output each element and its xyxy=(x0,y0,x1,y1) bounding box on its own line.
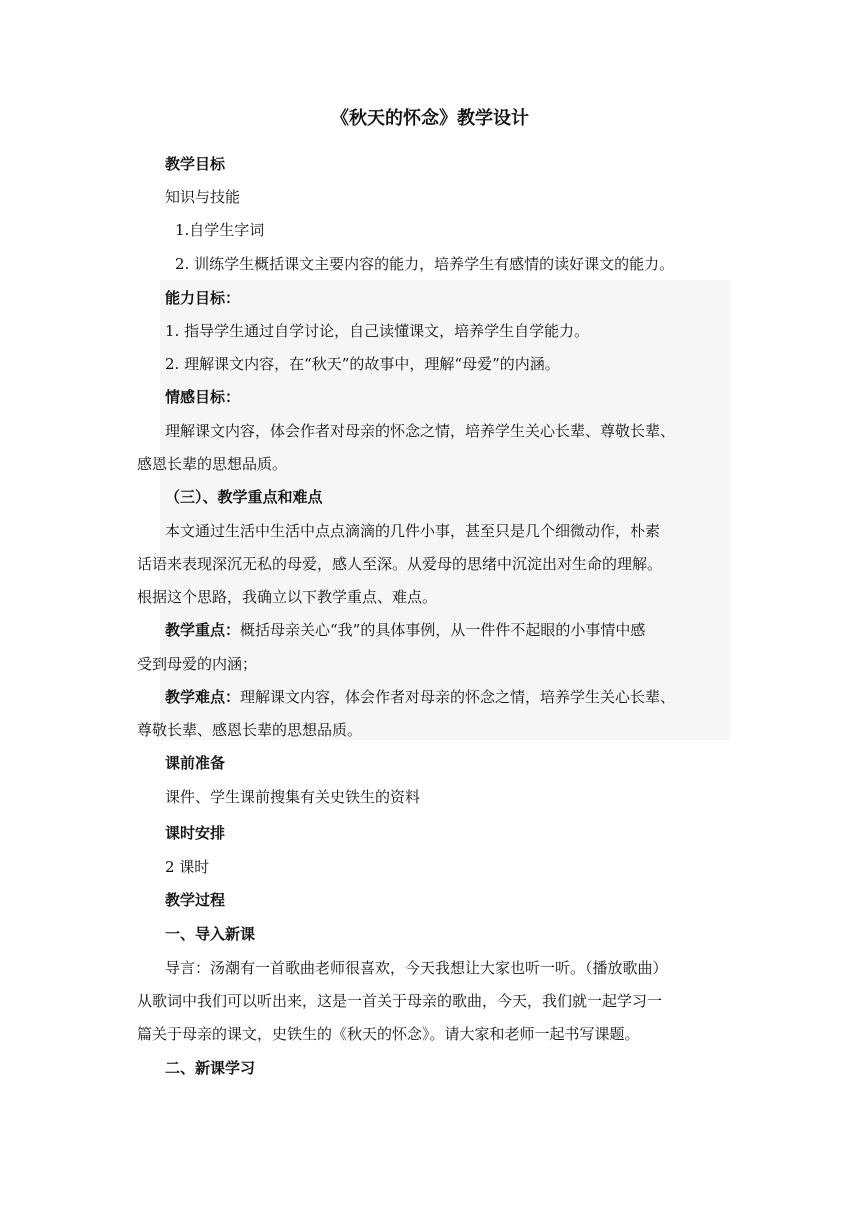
ability-heading: 能力目标： xyxy=(165,289,241,307)
intro-line-2: 从歌词中我们可以听出来，这是一首关于母亲的歌曲，今天，我们就一起学习一 xyxy=(137,992,663,1010)
focus-line-2: 受到母爱的内涵； xyxy=(137,655,258,673)
focus-line-1 xyxy=(165,620,645,640)
schedule-heading: 课时安排 xyxy=(165,824,226,842)
difficulty-line-2: 尊敬长辈、感恩长辈的思想品质。 xyxy=(137,721,363,739)
knowledge-subheading: 知识与技能 xyxy=(165,188,241,206)
knowledge-item-2: 2. 训练学生概括课文主要内容的能力，培养学生有感情的读好课文的能力。 xyxy=(175,255,675,273)
ability-item-1: 1. 指导学生通过自学讨论，自己读懂课文，培养学生自学能力。 xyxy=(165,322,590,340)
emotion-text-line-2: 感恩长辈的思想品质。 xyxy=(137,455,288,473)
knowledge-item-1: 1.自学生字词 xyxy=(175,221,265,239)
key-points-para-line-1: 本文通过生活中生活中点点滴滴的几件小事，甚至只是几个细微动作，朴素 xyxy=(165,522,661,540)
emotion-heading: 情感目标： xyxy=(165,388,241,406)
prep-heading: 课前准备 xyxy=(165,754,226,772)
process-section-2: 二、新课学习 xyxy=(165,1059,256,1077)
schedule-text: 2 课时 xyxy=(165,858,210,876)
difficulty-label: 教学难点： xyxy=(165,688,241,706)
prep-text: 课件、学生课前搜集有关史铁生的资料 xyxy=(165,788,421,806)
process-heading: 教学过程 xyxy=(165,891,226,909)
difficulty-text: 理解课文内容，体会作者对母亲的怀念之情，培养学生关心长辈、 xyxy=(240,688,676,706)
objectives-heading: 教学目标 xyxy=(165,155,226,173)
process-section-1: 一、导入新课 xyxy=(165,925,256,943)
difficulty-line-1 xyxy=(165,687,675,707)
page-title: 《秋天的怀念》教学设计 xyxy=(331,108,529,129)
ability-item-2: 2. 理解课文内容，在“秋天”的故事中，理解“母爱”的内涵。 xyxy=(165,355,560,373)
focus-text: 概括母亲关心“我”的具体事例，从一件件不起眼的小事情中感 xyxy=(240,621,646,639)
emotion-text-line-1: 理解课文内容，体会作者对母亲的怀念之情，培养学生关心长辈、尊敬长辈、 xyxy=(165,422,676,440)
key-points-heading: （三）、教学重点和难点 xyxy=(165,488,323,506)
intro-line-1: 导言：汤潮有一首歌曲老师很喜欢，今天我想让大家也听一听。（播放歌曲） xyxy=(165,959,668,977)
key-points-para-line-3: 根据这个思路，我确立以下教学重点、难点。 xyxy=(137,588,438,606)
intro-line-3: 篇关于母亲的课文，史铁生的《秋天的怀念》。请大家和老师一起书写课题。 xyxy=(137,1025,640,1043)
focus-label: 教学重点： xyxy=(165,621,241,639)
key-points-para-line-2: 话语来表现深沉无私的母爱，感人至深。从爱母的思绪中沉淀出对生命的理解。 xyxy=(137,555,663,573)
